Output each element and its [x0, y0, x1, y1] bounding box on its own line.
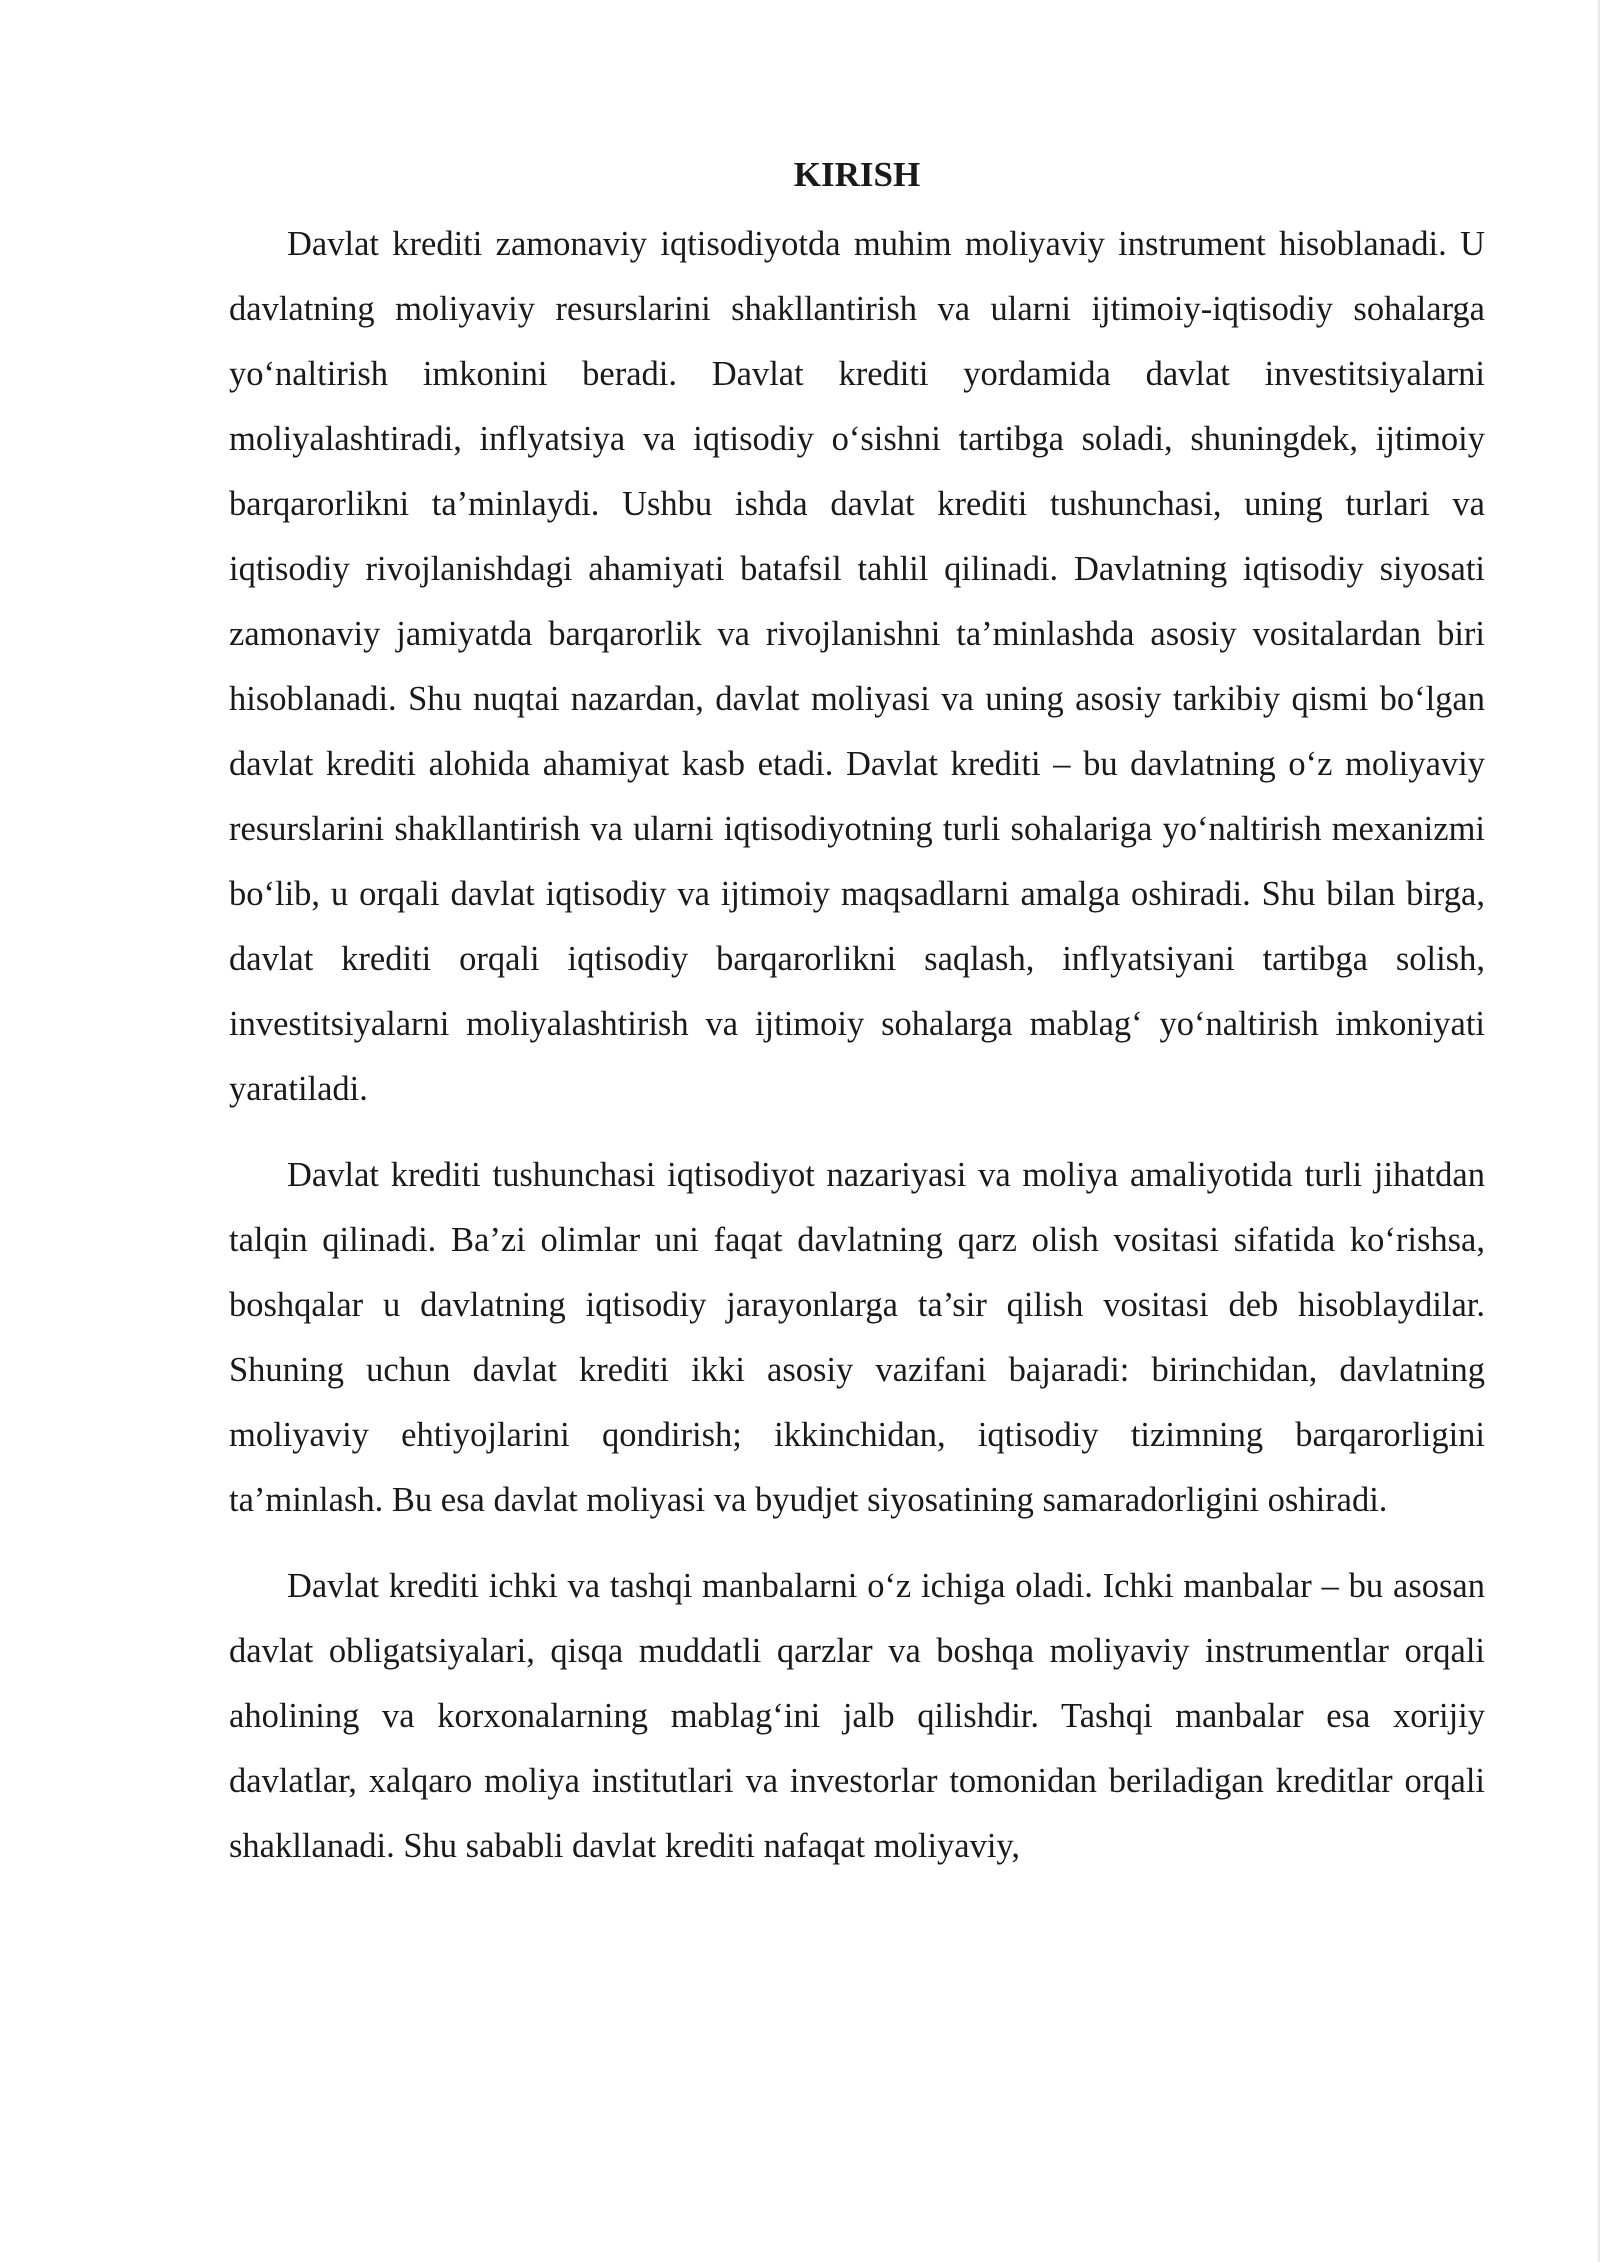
- paragraph-3: Davlat krediti ichki va tashqi manbalarni o‘z ichiga oladi. Ichki manbalar – bu asosan davlat obligatsiyalari, qisqa muddatli qarzlar va boshqa moliyaviy instrumentlar orqali aholining va korxonalarning mablag‘ini jalb qilishdir. Tashqi manbalar esa xorijiy davlatlar, xalqaro moliya institutlari va investorlar tomonidan beriladigan kreditlar orqali shakllanadi. Shu sababli davlat krediti nafaqat moliyaviy,: [229, 1567, 1485, 1865]
- section-heading: KIRISH: [793, 155, 921, 194]
- paragraph-2: Davlat krediti tushunchasi iqtisodiyot nazariyasi va moliya amaliyotida turli jihatdan talqin qilinadi. Ba’zi olimlar uni faqat davlatning qarz olish vositasi sifatida ko‘rishsa, boshqalar u davlatning iqtisodiy jarayonlarga ta’sir qilish vositasi deb hisoblaydilar. Shuning uchun davlat krediti ikki asosiy vazifani bajaradi: birinchidan, davlatning moliyaviy ehtiyojlarini qondirish; ikkinchidan, iqtisodiy tizimning barqarorligini ta’minlash. Bu esa davlat moliyasi va byudjet siyosatining samaradorligini oshiradi.: [229, 1156, 1485, 1519]
- document-body: [229, 150, 1485, 1900]
- paragraph-1: Davlat krediti zamonaviy iqtisodiyotda muhim moliyaviy instrument hisoblanadi. U davlatning moliyaviy resurslarini shakllantirish va ularni ijtimoiy-iqtisodiy sohalarga yo‘naltirish imkonini beradi. Davlat krediti yordamida davlat investitsiyalarni moliyalashtiradi, inflyatsiya va iqtisodiy o‘sishni tartibga soladi, shuningdek, ijtimoiy barqarorlikni ta’minlaydi. Ushbu ishda davlat krediti tushunchasi, uning turlari va iqtisodiy rivojlanishdagi ahamiyati batafsil tahlil qilinadi. Davlatning iqtisodiy siyosati zamonaviy jamiyatda barqarorlik va rivojlanishni ta’minlashda asosiy vositalardan biri hisoblanadi. Shu nuqtai nazardan, davlat moliyasi va uning asosiy tarkibiy qismi bo‘lgan davlat krediti alohida ahamiyat kasb etadi. Davlat krediti – bu davlatning o‘z moliyaviy resurslarini shakllantirish va ularni iqtisodiyotning turli sohalariga yo‘naltirish mexanizmi bo‘lib, u orqali davlat iqtisodiy va ijtimoiy maqsadlarni amalga oshiradi. Shu bilan birga, davlat krediti orqali iqtisodiy barqarorlikni saqlash, inflyatsiyani tartibga solish, investitsiyalarni moliyalashtirish va ijtimoiy sohalarga mablag‘ yo‘naltirish imkoniyati yaratiladi.: [229, 225, 1485, 1108]
